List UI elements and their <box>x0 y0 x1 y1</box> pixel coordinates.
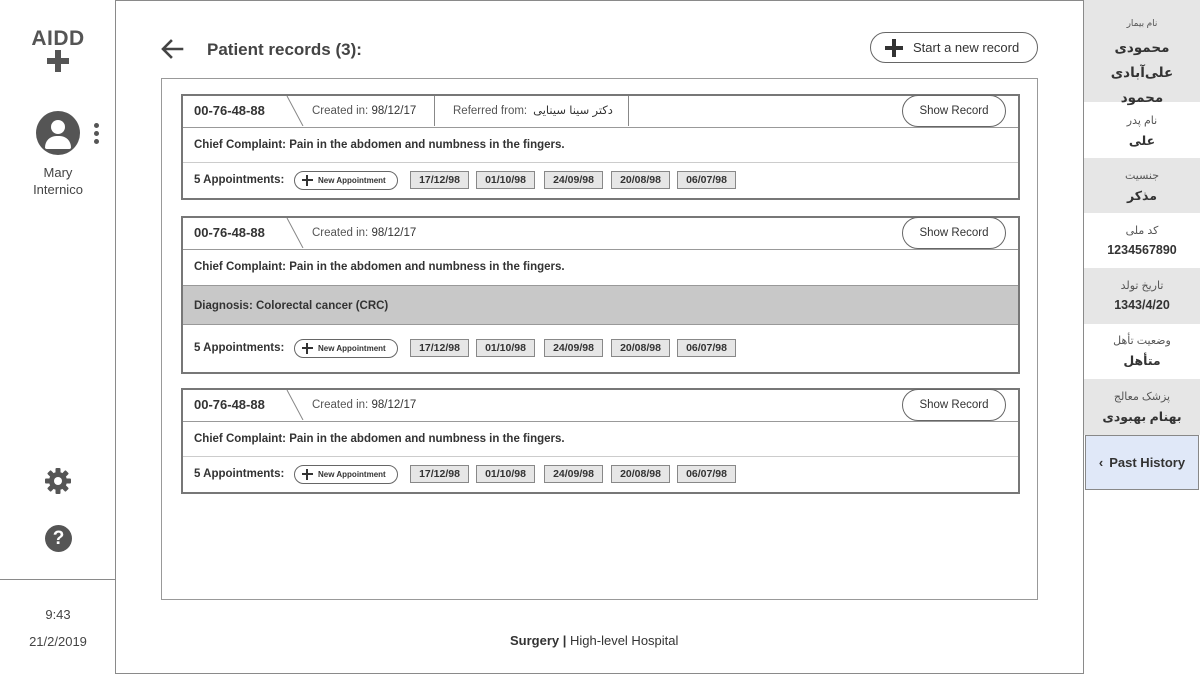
birth-date-label: تاریخ تولد <box>1120 280 1164 292</box>
record-header <box>183 218 1018 250</box>
appointment-chip[interactable]: 01/10/98 <box>476 465 535 483</box>
appointments-label: 5 Appointments: <box>194 174 285 186</box>
avatar[interactable] <box>36 111 80 155</box>
logo-text: AIDD <box>31 27 85 50</box>
appointment-chip[interactable]: 17/12/98 <box>410 465 469 483</box>
patient-info-sidebar <box>1083 0 1200 674</box>
appointment-chip[interactable]: 17/12/98 <box>410 339 469 357</box>
patient-name-label: نام بیمار <box>1126 18 1158 28</box>
footer-hospital: High-level Hospital <box>570 633 679 648</box>
sidebar-divider <box>0 579 116 580</box>
appointments-row <box>183 325 1018 372</box>
patient-name-block <box>1084 0 1200 105</box>
plus-icon <box>46 50 70 72</box>
appointments-label: 5 Appointments: <box>194 468 285 480</box>
attending-doctor-label: پزشک معالج <box>1113 391 1171 403</box>
birth-date-value: 1343/4/20 <box>1114 298 1170 312</box>
plus-icon <box>885 39 903 57</box>
appointment-chip[interactable]: 24/09/98 <box>544 339 603 357</box>
plus-icon <box>302 469 313 480</box>
new-appointment-button[interactable] <box>294 465 398 484</box>
record-header <box>183 390 1018 422</box>
new-appointment-button[interactable] <box>294 339 398 358</box>
avatar-head <box>51 120 65 134</box>
marital-status-label: وضعیت تأهل <box>1113 335 1171 347</box>
created-label: Created in: <box>312 227 369 239</box>
chevron-left-icon: ‹ <box>1098 455 1104 470</box>
record-created <box>312 218 416 248</box>
header-divider <box>285 96 305 126</box>
record-card <box>181 94 1020 200</box>
records-panel <box>161 78 1038 600</box>
birth-date-block <box>1084 268 1200 324</box>
show-record-button[interactable]: Show Record <box>902 217 1006 249</box>
father-name-label: نام پدر <box>1126 115 1158 127</box>
appointments-row <box>183 457 1018 492</box>
clock-time: 9:43 <box>45 607 71 622</box>
record-card <box>181 216 1020 374</box>
record-id: 00-76-48-88 <box>194 225 265 240</box>
created-value: 98/12/17 <box>371 399 417 411</box>
user-name <box>0 164 116 198</box>
created-value: 98/12/17 <box>371 227 417 239</box>
clock-date: 21/2/2019 <box>29 634 87 649</box>
father-name-value: علی <box>1128 134 1156 148</box>
header-separator <box>628 96 629 126</box>
more-options-icon[interactable] <box>94 123 100 145</box>
header-separator <box>434 96 435 126</box>
father-name-block <box>1084 102 1200 158</box>
gender-block <box>1084 158 1200 213</box>
new-appointment-button[interactable] <box>294 171 398 190</box>
app-logo[interactable] <box>28 28 88 72</box>
start-new-record-label: Start a new record <box>913 40 1020 55</box>
start-new-record-button[interactable] <box>870 32 1038 63</box>
attending-doctor-value: بهنام بهبودی <box>1102 410 1182 424</box>
show-record-button[interactable]: Show Record <box>902 389 1006 421</box>
created-label: Created in: <box>312 399 369 411</box>
appointment-chip[interactable]: 24/09/98 <box>544 465 603 483</box>
referred-label: Referred from: <box>453 105 528 117</box>
header-divider <box>285 390 305 420</box>
help-icon[interactable]: ? <box>45 525 72 552</box>
plus-icon <box>302 175 313 186</box>
page-title: Patient records (3): <box>207 40 362 59</box>
appointments-label: 5 Appointments: <box>194 342 285 354</box>
left-sidebar <box>0 0 116 674</box>
referred-value: دکتر سینا سینایی <box>533 105 613 117</box>
appointment-chip[interactable]: 01/10/98 <box>476 339 535 357</box>
record-card <box>181 388 1020 494</box>
created-value: 98/12/17 <box>371 105 417 117</box>
user-first-name: Mary <box>43 165 73 180</box>
gender-label: جنسیت <box>1124 170 1160 182</box>
record-created <box>312 96 416 126</box>
appointment-chip[interactable]: 20/08/98 <box>611 465 670 483</box>
national-id-value: 1234567890 <box>1107 243 1177 257</box>
appointment-chip[interactable]: 06/07/98 <box>677 171 736 189</box>
appointment-chip[interactable]: 24/09/98 <box>544 171 603 189</box>
appointment-chip[interactable]: 06/07/98 <box>677 339 736 357</box>
national-id-label: کد ملی <box>1125 225 1159 237</box>
gender-value: مذکر <box>1126 189 1157 203</box>
record-id: 00-76-48-88 <box>194 103 265 118</box>
patient-name-value: محمودی علی‌آبادی محمود <box>1110 40 1174 105</box>
past-history-label: Past History <box>1109 455 1186 470</box>
record-referred <box>453 96 613 126</box>
national-id-block <box>1084 213 1200 268</box>
show-record-button[interactable]: Show Record <box>902 95 1006 127</box>
new-appointment-label: New Appointment <box>318 344 386 353</box>
past-history-button[interactable] <box>1085 435 1199 490</box>
new-appointment-label: New Appointment <box>318 176 386 185</box>
appointments-row <box>183 163 1018 198</box>
new-appointment-label: New Appointment <box>318 470 386 479</box>
marital-status-value: متأهل <box>1123 354 1161 368</box>
chief-complaint: Chief Complaint: Pain in the abdomen and numbness in the fingers. <box>194 261 565 273</box>
appointment-chip[interactable]: 20/08/98 <box>611 339 670 357</box>
created-label: Created in: <box>312 105 369 117</box>
diagnosis: Diagnosis: Colorectal cancer (CRC) <box>183 285 1018 325</box>
record-id: 00-76-48-88 <box>194 397 265 412</box>
appointment-chip[interactable]: 17/12/98 <box>410 171 469 189</box>
avatar-body <box>45 136 71 149</box>
record-created <box>312 390 416 420</box>
chief-complaint: Chief Complaint: Pain in the abdomen and numbness in the fingers. <box>183 128 1018 163</box>
footer-department: Surgery <box>510 633 560 648</box>
marital-status-block <box>1084 324 1200 379</box>
back-arrow-icon[interactable] <box>160 38 184 60</box>
record-header <box>183 96 1018 128</box>
chief-complaint: Chief Complaint: Pain in the abdomen and numbness in the fingers. <box>183 422 1018 457</box>
appointment-chip[interactable]: 20/08/98 <box>611 171 670 189</box>
gear-icon[interactable] <box>44 467 72 495</box>
footer-separator: | <box>559 633 571 648</box>
attending-doctor-block <box>1084 379 1200 435</box>
appointment-chip[interactable]: 01/10/98 <box>476 171 535 189</box>
header-divider <box>285 218 305 248</box>
plus-icon <box>302 343 313 354</box>
user-last-name: Internico <box>33 182 83 197</box>
appointment-chip[interactable]: 06/07/98 <box>677 465 736 483</box>
